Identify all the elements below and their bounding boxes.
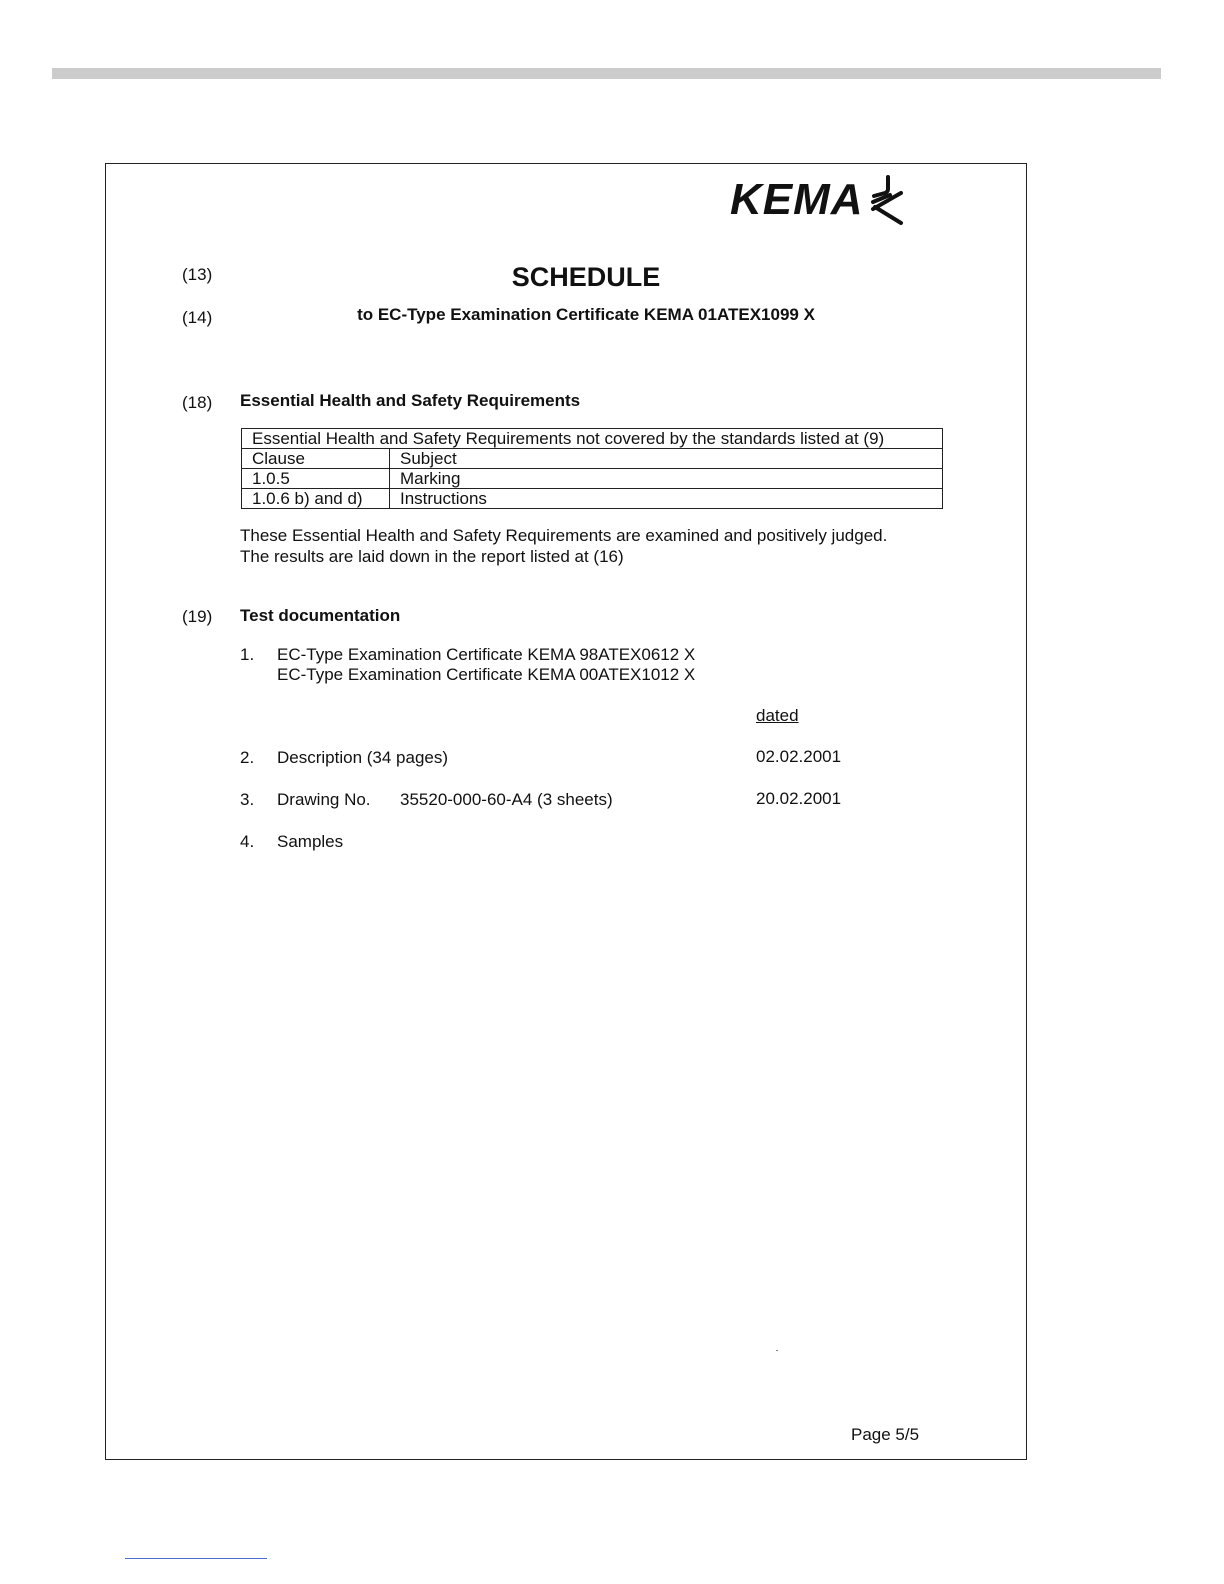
page-subtitle: to EC-Type Examination Certificate KEMA 01ATEX1099 X <box>357 305 815 324</box>
section-number-14: (14) <box>182 308 213 327</box>
requirements-note-line-1: These Essential Health and Safety Requirements are examined and positively judged. <box>240 526 888 545</box>
clause-cell: 1.0.6 b) and d) <box>242 489 390 509</box>
top-gray-bar <box>52 68 1161 79</box>
table-row <box>242 469 943 489</box>
column-header-subject: Subject <box>390 449 943 469</box>
test-documentation-heading: Test documentation <box>240 606 401 625</box>
section-number-19: (19) <box>182 607 213 626</box>
list-item-text: Drawing No. <box>277 790 371 809</box>
list-item-number: 1. <box>240 645 255 664</box>
list-item-number: 3. <box>240 790 255 809</box>
list-item-text-line-2: EC-Type Examination Certificate KEMA 00ATEX1012 X <box>277 665 696 684</box>
list-item-text: Samples <box>277 832 344 851</box>
list-item-date: 20.02.2001 <box>756 789 842 808</box>
logo-text: KEMA <box>730 175 864 224</box>
subject-cell: Instructions <box>390 489 943 509</box>
table-header-row <box>242 449 943 469</box>
dated-column-label: dated <box>756 706 799 725</box>
requirements-note <box>240 525 887 567</box>
section-number-18: (18) <box>182 393 213 412</box>
list-item-number: 4. <box>240 832 255 851</box>
kema-lightning-icon <box>868 173 906 227</box>
requirements-note-line-2: The results are laid down in the report listed at (16) <box>240 547 624 566</box>
requirements-heading: Essential Health and Safety Requirements <box>240 391 581 410</box>
page-title: SCHEDULE <box>511 262 661 292</box>
drawing-number: 35520-000-60-A4 (3 sheets) <box>400 790 613 809</box>
list-item-text-line-1: EC-Type Examination Certificate KEMA 98ATEX0612 X <box>277 645 696 664</box>
list-item-date: 02.02.2001 <box>756 747 842 766</box>
table-caption-row <box>242 429 943 449</box>
requirements-table <box>241 428 943 509</box>
table-row <box>242 489 943 509</box>
kema-logo <box>730 172 906 228</box>
column-header-clause: Clause <box>242 449 390 469</box>
subject-cell: Marking <box>390 469 943 489</box>
table-caption: Essential Health and Safety Requirements not covered by the standards listed at (9) <box>242 429 943 449</box>
section-number-13: (13) <box>182 265 213 284</box>
page-number: Page 5/5 <box>851 1425 920 1444</box>
list-item-text: Description (34 pages) <box>277 748 449 767</box>
certificate-page-frame <box>105 163 1027 1460</box>
bottom-rule <box>125 1558 267 1559</box>
clause-cell: 1.0.5 <box>242 469 390 489</box>
scan-speck <box>776 1350 778 1351</box>
list-item-number: 2. <box>240 748 255 767</box>
